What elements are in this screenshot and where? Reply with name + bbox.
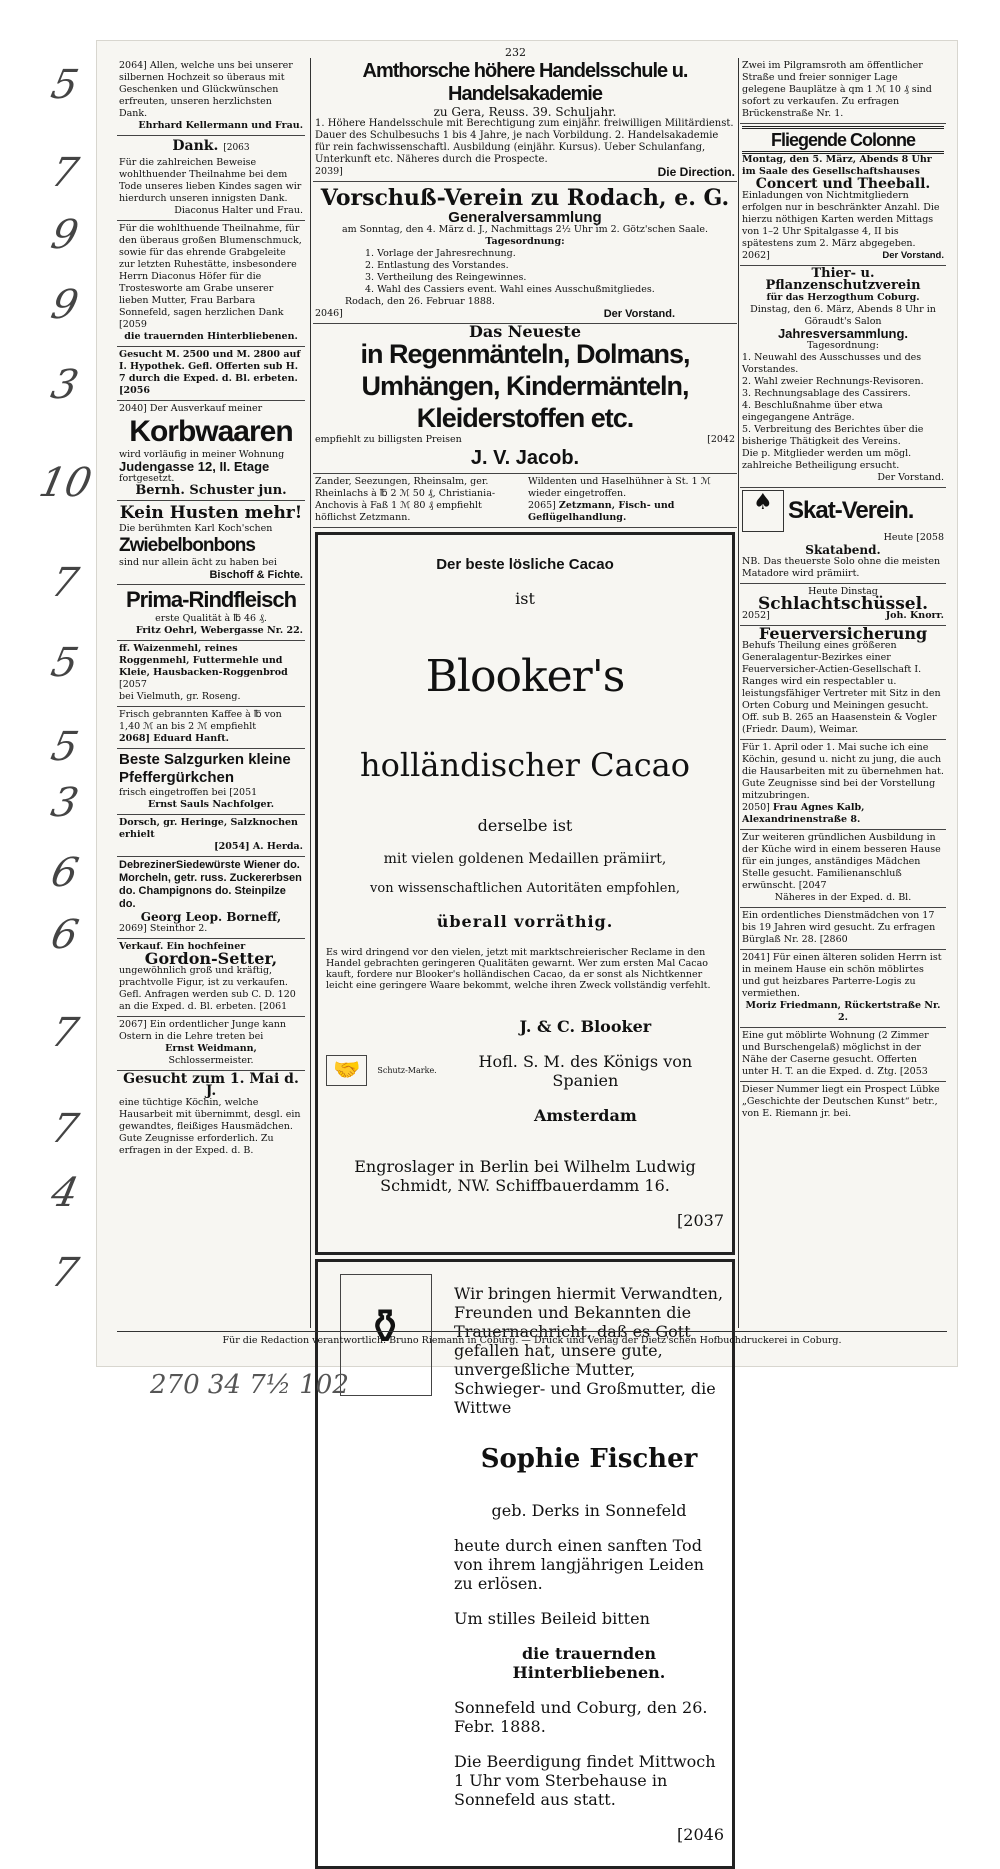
ad-title: Fliegende Colonne [742, 126, 944, 154]
ad-title: Vorschuß-Verein zu Rodach, e. G. [320, 185, 730, 211]
ad-title: Blooker's [425, 651, 625, 702]
margin-mark: 3 [47, 780, 83, 826]
imprint-footer: Für die Redaction verantwortlich: Bruno Riemann in Coburg. — Druck und Verlag der Dietz'schen Hofbuchdruckerei in Coburg. [117, 1331, 947, 1346]
margin-mark: 7 [47, 560, 83, 606]
margin-mark: 7 [47, 1250, 83, 1296]
ad-title: Kein Husten mehr! [119, 503, 303, 523]
margin-mark: 5 [47, 640, 83, 686]
ad-tierschutzverein: Thier- u. Pflanzenschutzverein für das Herzogthum Coburg. Dinstag, den 6. März, Abends 8 Uhr in Göraudt's Salon Jahresversammlung. Tagesordnung: 1. Neuwahl des Ausschusses und des Vorstandes. 2. Wahl zweier Rechnungs-Revisoren. 3. Rechnungsablage des Cassirers. 4. Beschlußnahme über etwa eingegangene Anträge. 5. Verbreitung des Berichtes über die bisherige Thätigkeit des Vereins. Die p. Mitglieder werden um mögl. zahlreiche Betheiligung ersucht. Der Vorstand. [740, 266, 946, 488]
ad-title: Prima-Rindfleisch [125, 587, 297, 612]
ad-schlachtschuessel: Heute Dinstag Schlachtschüssel. 2052] Joh. Knorr. [740, 584, 946, 626]
ad-dorsch: Dorsch, gr. Heringe, Salzknochen erhielt [2054] A. Herda. [117, 815, 305, 857]
ad-title: in Regenmänteln, Dolmans, Umhängen, Kindermänteln, Kleiderstoffen etc. [360, 339, 690, 433]
column-right [740, 58, 946, 1328]
bottom-handwriting: 270 34 7½ 102 [150, 1370, 349, 1400]
ad-wurst: DebrezinerSiedewürste Wiener do. Morcheln, getr. russ. Zuckererbsen do. Champignons do. Steinpilze do. Georg Leop. Borneff, 2069] Steinthor 2. [117, 857, 305, 939]
ad-mehl: ff. Waizenmehl, reines Roggenmehl, Futtermehle und Kleie, Hausbacken-Roggenbrod [2057 bei Vielmuth, gr. Roseng. [117, 641, 305, 707]
ad-handelsschule: Amthorsche höhere Handelsschule u. Handelsakademie zu Gera, Reuss. 39. Schuljahr. 1. Höhere Handelsschule mit Berechtigung zum einjähr. freiwilligen Militärdienst. Dauer des Schulbesuchs 1 bis 4 Jahre, je nach Vorbildung. 2. Handelsakademie für rein fachwissenschaftl. Ausbildung (einjähr. Kursus). Ueber Schulanfang, Unterkunft etc. Näheres durch die Prospecte. 2039] Die Direction. [313, 58, 737, 182]
ad-korbwaaren: 2040] Der Ausverkauf meiner Korbwaaren wird vorläufig in meiner Wohnung Judengasse 12, II. Etage fortgesetzt. Bernh. Schuster jun. [117, 401, 305, 501]
ad-title: Korbwaaren [129, 415, 293, 448]
margin-mark: 10 [35, 460, 96, 506]
margin-mark: 7 [47, 150, 83, 196]
page-number: 232 [505, 46, 526, 59]
ad-junge: 2067] Ein ordentlicher Junge kann Ostern in die Lehre treten bei Ernst Weidmann, Schlossermeister. [117, 1017, 305, 1071]
death-notice-fischer: ⚱ Wir bringen hiermit Verwandten, Freunden und Bekannten die Trauernachricht, daß es Gott gefallen hat, unsere gute, unvergeßliche Mutter, Schwieger- und Großmutter, die Wittwe Sophie Fischer geb. Derks in Sonnefeld heute durch einen sanften Tod von ihrem langjährigen Leiden zu erlösen. Um stilles Beileid bitten die trauernden Hinterbliebenen. Sonnefeld und Coburg, den 26. Febr. 1888. Die Beerdigung findet Mittwoch 1 Uhr vom Sterbehause in Sonnefeld aus statt. [2046 [315, 1259, 735, 1869]
ad-2059: Für die wohlthuende Theilnahme, für den überaus großen Blumenschmuck, sowie für das ehrende Grabgeleite zur letzten Ruhestätte, insbesondere Herrn Diaconus Höfer für die Trostesworte am Grabe unserer lieben Mutter, Frau Barbara Sonnefeld, sagen herzlichen Dank [2059 die trauernden Hinterbliebenen. [117, 221, 305, 347]
ad-blooker-cacao: Der beste lösliche Cacao ist Blooker's holländischer Cacao derselbe ist mit vielen goldenen Medaillen prämiirt, von wissenschaftlichen Autoritäten empfohlen, überall vorräthig. Es wird dringend vor den vielen, jetzt mit marktschreierischer Reclame in den Handel gebrachten geringeren Qualitäten gewarnt. Wer zum ersten Mal Cacao kauft, fordere nur Blooker's holländischen Cacao, da er sonst als Nichtkenner leicht eine geringere Waare bekommt, welche ihren Zweck vollständig verfehlt. 🤝 Schutz-Marke. J. & C. Blooker Hofl. S. M. des Königs von Spanien Amsterdam Engroslager in Berlin bei Wilhelm Ludwig Schmidt, NW. Schiffbauerdamm 16. [2037 [315, 532, 735, 1255]
margin-mark: 7 [47, 1106, 83, 1152]
ad-logis: 2041] Für einen älteren soliden Herrn ist in meinem Hause ein schön möblirtes und gut heizbares Parterre-Logis zu vermiethen. Moriz Friedmann, Rückertstraße Nr. 2. [740, 950, 946, 1028]
ad-wohnung: Eine gut möblirte Wohnung (2 Zimmer und Burschengelaß) möglichst in der Nähe der Caserne gesucht. Offerten unter H. T. an die Exped. d. Ztg. [2053 [740, 1028, 946, 1082]
margin-mark: 4 [47, 1170, 83, 1216]
column-rule [310, 58, 311, 1328]
ad-title: Thier- u. Pflanzenschutzverein [765, 266, 921, 293]
ad-salzgurken: Beste Salzgurken kleine Pfeffergürkchen frisch eingetroffen bei [2051 Ernst Sauls Nachfolger. [117, 749, 305, 815]
margin-mark: 6 [47, 912, 83, 958]
margin-mark: 9 [47, 282, 83, 328]
deceased-name: Sophie Fischer [480, 1443, 698, 1474]
ad-dienstmaedchen: Ein ordentliches Dienstmädchen von 17 bis 19 Jahren wird gesucht. Zu erfragen Bürglaß Nr. 28. [2860 [740, 908, 946, 950]
ad-2056: Gesucht M. 2500 und M. 2800 auf I. Hypothek. Gefl. Offerten sub H. 7 durch die Exped. d. Bl. erbeten. [2056 [117, 347, 305, 401]
margin-mark: 5 [47, 724, 83, 770]
column-left [117, 58, 305, 1328]
ad-title: Amthorsche höhere Handelsschule u. Handelsakademie [362, 60, 688, 105]
urn-icon [326, 1268, 446, 1860]
ad-gordon-setter: Verkauf. Ein hochfeiner Gordon-Setter, ungewöhnlich groß und kräftig, prachtvolle Figur, ist zu verkaufen. Gefl. Anfragen werden sub C. D. 120 an die Exped. d. Bl. erbeten. [2061 [117, 939, 305, 1017]
ad-title: Schlachtschüssel. [758, 594, 928, 614]
ad-kaffee: Frisch gebrannten Kaffee à ℔ von 1,40 ℳ an bis 2 ℳ empfiehlt 2068] Eduard Hanft. [117, 707, 305, 749]
margin-mark: 6 [47, 850, 83, 896]
ad-fliegende-colonne: Fliegende Colonne Montag, den 5. März, Abends 8 Uhr im Saale des Gesellschaftshauses Concert und Theeball. Einladungen von Nichtmitgliedern erfolgen nur in beschränkter Anzahl. Die hierzu nöthigen Karten werden Mittags von 1–2 Uhr Spitalgasse 4, II bis spätestens zum 2. März abgegeben. 2062] Der Vorstand. [740, 124, 946, 266]
ad-zetzmann: Zander, Seezungen, Rheinsalm, ger. Rheinlachs à ℔ 2 ℳ 50 ₰, Christiania-Anchovis à Faß 1 ℳ 80 ₰ empfiehlt höflichst Zetzmann. Wildenten und Haselhühner à St. 1 ℳ wieder eingetroffen. 2065] Zetzmann, Fisch- und Geflügelhandlung. [313, 474, 737, 528]
ad-koechin-kalb: Für 1. April oder 1. Mai suche ich eine Köchin, gesund u. nicht zu jung, die auch die Hausarbeiten mit zu übernehmen hat. Gute Zeugnisse sind bei der Vorstellung mitzubringen. 2050] Frau Agnes Kalb, Alexandrinenstraße 8. [740, 740, 946, 830]
column-rule [738, 58, 739, 1328]
trademark-hands-icon: 🤝 [326, 1055, 367, 1086]
ad-bauplaetze: Zwei im Pilgramsroth am öffentlicher Straße und freier sonniger Lage gelegene Bauplätze à qm 1 ℳ 10 ₰ sind sofort zu verkaufen. Zu erfragen Brückenstraße Nr. 1. [740, 58, 946, 124]
ad-vorschussverein: Vorschuß-Verein zu Rodach, e. G. Generalversammlung am Sonntag, den 4. März d. J., Nachmittags 2½ Uhr im 2. Götz'schen Saale. Tagesordnung: 1. Vorlage der Jahresrechnung. 2. Entlastung des Vorstandes. 3. Vertheilung des Reingewinnes. 4. Wahl des Cassiers event. Wahl eines Ausschußmitgliedes. Rodach, den 26. Februar 1888. 2046] Der Vorstand. [313, 182, 737, 324]
ad-title: Feuerversicherung [758, 624, 928, 643]
ad-prospect: Dieser Nummer liegt ein Prospect Lübke „Geschichte der Deutschen Kunst“ betr., von E. Riemann jr. bei. [742, 1084, 940, 1119]
ad-ausbildung: Zur weiteren gründlichen Ausbildung in der Küche wird in einem besseren Hause für ein junges, anständiges Mädchen Stelle gesucht. Familienanschluß erwünscht. [2047 Näheres in der Exped. d. Bl. [740, 830, 946, 908]
ad-feuerversicherung: Feuerversicherung Behufs Theilung eines größeren Generalagentur-Bezirkes einer Feuerversicher-Actien-Gesellschaft I. Ranges wird ein respectabler u. leistungsfähiger Vertreter mit Sitz in den Orten Coburg und Meiningen gesucht. Off. sub B. 265 an Haasenstein & Vogler (Friedr. Daum), Weimar. [740, 626, 946, 740]
ad-title: Beste Salzgurken kleine Pfeffergürkchen [119, 751, 291, 786]
ad-jacob: Das Neueste in Regenmänteln, Dolmans, Umhängen, Kindermänteln, Kleiderstoffen etc. empfiehlt zu billigsten Preisen [2042 J. V. Jacob. [313, 324, 737, 474]
margin-mark: 9 [47, 212, 83, 258]
ad-title: Skat-Verein. [788, 497, 914, 524]
ad-2064: 2064] Allen, welche uns bei unserer silbernen Hochzeit so überaus mit Geschenken und Glückwünschen erfreuten, unseren herzlichsten Dank. Ehrhard Kellermann und Frau. [117, 58, 305, 136]
margin-mark: 7 [47, 1010, 83, 1056]
ad-rindfleisch: Prima-Rindfleisch erste Qualität à ℔ 46 ₰. Fritz Oehrl, Webergasse Nr. 22. [117, 585, 305, 641]
ad-dank-2063: Dank. [2063 Für die zahlreichen Beweise wohlthuender Theilnahme bei dem Tode unseres lieben Kindes sagen wir hierdurch unseren innigsten Dank. Diaconus Halter und Frau. [117, 136, 305, 221]
ad-husten: Kein Husten mehr! Die berühmten Karl Koch'schen Zwiebelbonbons sind nur allein ächt zu haben bei Bischoff & Fichte. [117, 501, 305, 585]
ad-title: Dank. [2063 [172, 138, 250, 154]
ad-title: Gesucht zum 1. Mai d. J. [123, 1071, 299, 1099]
margin-mark: 5 [47, 62, 83, 108]
ad-skat-verein: ♠ Skat-Verein. Heute [2058 Skatabend. NB. Das theuerste Solo ohne die meisten Matadore wird prämiirt. [740, 488, 946, 584]
margin-mark: 3 [47, 362, 83, 408]
ad-koechin-mai: Gesucht zum 1. Mai d. J. eine tüchtige Köchin, welche Hausarbeit mit übernimmt, desgl. ein gewandtes, fleißiges Hausmädchen. Gute Zeugnisse erforderlich. Zu erfragen in der Exped. d. B. [117, 1071, 305, 1160]
playing-card-icon [742, 490, 784, 532]
